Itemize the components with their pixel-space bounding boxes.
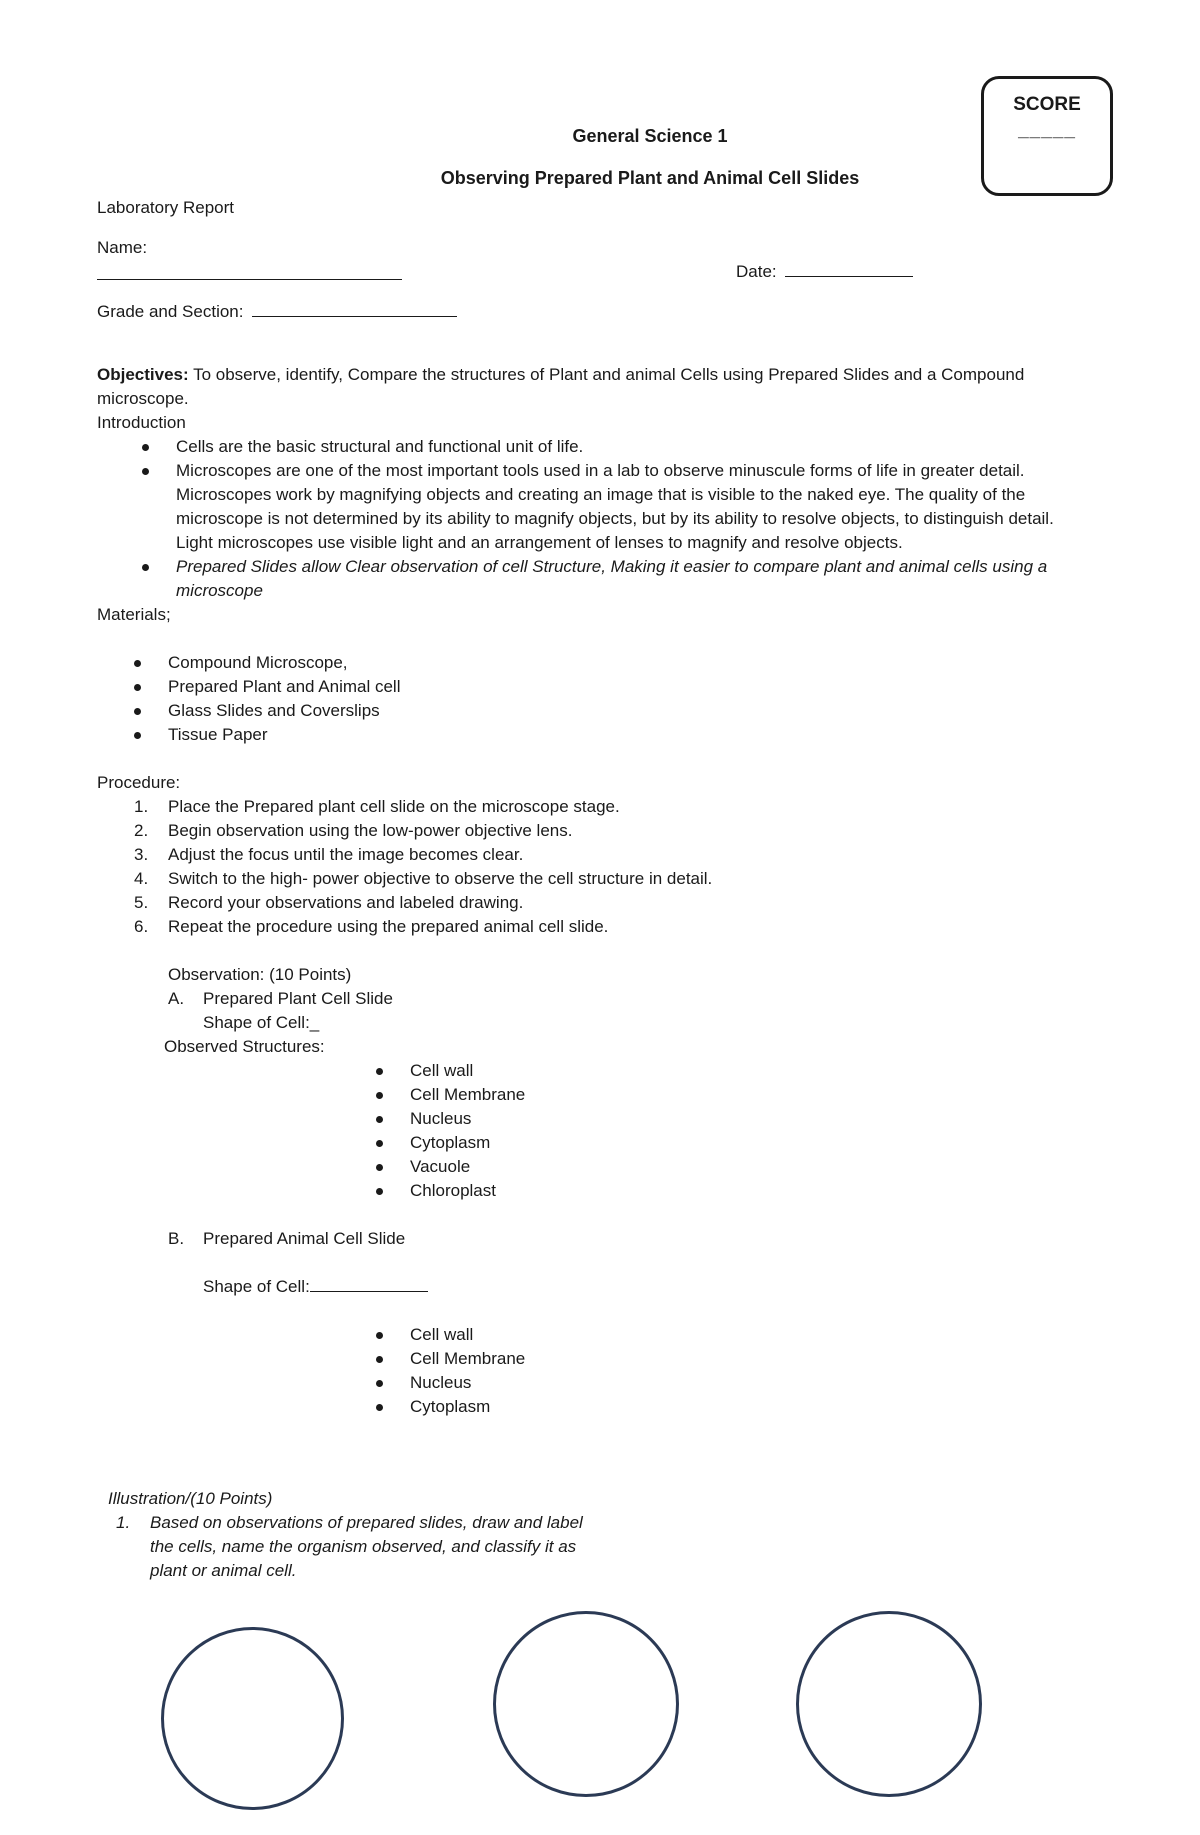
bullet-icon [134, 684, 141, 691]
objectives [97, 363, 1024, 387]
bullet-icon [376, 1188, 383, 1195]
drawing-circle-2[interactable] [493, 1611, 679, 1797]
grade-row [97, 300, 457, 324]
bullet-icon [376, 1092, 383, 1099]
list-item: Cell Membrane [410, 1347, 525, 1371]
list-item: 5. Record your observations and labeled drawing. [134, 893, 524, 912]
introduction-list [176, 435, 1054, 603]
animal-shape-label: Shape of Cell: [203, 1277, 310, 1296]
bullet-icon [134, 660, 141, 667]
plant-structures-list [410, 1059, 525, 1203]
bullet-icon [142, 468, 149, 475]
score-label: SCORE [1013, 94, 1081, 115]
plant-title: Prepared Plant Cell Slide [203, 989, 393, 1008]
bullet-icon [134, 708, 141, 715]
illustration-marker: 1. [116, 1513, 131, 1532]
list-item: Cell Membrane [410, 1083, 525, 1107]
drawing-circle-3[interactable] [796, 1611, 982, 1797]
list-item: Cytoplasm [410, 1395, 525, 1419]
page-title: Observing Prepared Plant and Animal Cell Slides [440, 168, 860, 188]
plant-marker: A. [168, 989, 185, 1008]
list-item: Cell wall [410, 1323, 525, 1347]
list-item: Prepared Slides allow Clear observation of cell Structure, Making it easier to compare plant and animal cells using a microscope [176, 555, 1054, 603]
introduction-heading: Introduction [97, 413, 186, 432]
bullet-icon [134, 732, 141, 739]
objectives-label: Objectives: [97, 365, 189, 384]
animal-title: Prepared Animal Cell Slide [203, 1229, 406, 1248]
plant-shape-label: Shape of Cell:_ [203, 1013, 320, 1032]
animal-shape-field[interactable] [310, 1275, 428, 1292]
bullet-icon [376, 1116, 383, 1123]
bullet-icon [376, 1164, 383, 1171]
list-item: 1. Place the Prepared plant cell slide on the microscope stage. [134, 797, 620, 816]
list-item: Cell wall [410, 1059, 525, 1083]
list-item: Nucleus [410, 1107, 525, 1131]
bullet-icon [376, 1140, 383, 1147]
date-field[interactable] [785, 260, 913, 277]
name-field[interactable] [97, 262, 402, 280]
bullet-icon [142, 564, 149, 571]
list-item: Prepared Plant and Animal cell [168, 675, 400, 699]
list-item: Cells are the basic structural and functional unit of life. [176, 435, 1054, 459]
procedure-heading: Procedure: [97, 773, 181, 792]
objectives-text-cont: microscope. [97, 389, 189, 408]
name-label: Name: [97, 238, 148, 257]
grade-field[interactable] [252, 300, 457, 317]
date-row [736, 260, 913, 284]
plant-structures-label: Observed Structures: [164, 1037, 325, 1056]
bullet-icon [376, 1356, 383, 1363]
list-item: 3. Adjust the focus until the image becomes clear. [134, 845, 524, 864]
observation-heading: Observation: (10 Points) [168, 965, 352, 984]
list-item: Nucleus [410, 1371, 525, 1395]
list-item: Glass Slides and Coverslips [168, 699, 400, 723]
date-label: Date: [736, 262, 777, 281]
procedure-list [134, 795, 713, 939]
list-item: Vacuole [410, 1155, 525, 1179]
animal-structures-list [410, 1323, 525, 1419]
course-title: General Science 1 [572, 126, 728, 146]
list-item: 6. Repeat the procedure using the prepared animal cell slide. [134, 917, 609, 936]
bullet-icon [376, 1404, 383, 1411]
report-type: Laboratory Report [97, 198, 235, 217]
list-item: Tissue Paper [168, 723, 400, 747]
animal-marker: B. [168, 1229, 185, 1248]
drawing-circle-1[interactable] [161, 1627, 344, 1810]
materials-list [168, 651, 400, 747]
grade-label: Grade and Section: [97, 302, 244, 321]
bullet-icon [376, 1332, 383, 1339]
score-blank: _____ [1018, 120, 1076, 141]
materials-heading: Materials; [97, 605, 171, 624]
list-item: Cytoplasm [410, 1131, 525, 1155]
list-item: 2. Begin observation using the low-power objective lens. [134, 821, 573, 840]
animal-shape-row [203, 1275, 428, 1299]
list-item: Chloroplast [410, 1179, 525, 1203]
list-item: Compound Microscope, [168, 651, 400, 675]
illustration-instructions: Based on observations of prepared slides, draw and label the cells, name the organism observed, and classify it as plant or animal cell. [150, 1513, 583, 1580]
bullet-icon [376, 1380, 383, 1387]
list-item: Microscopes are one of the most important tools used in a lab to observe minuscule forms of life in greater detail. Microscopes work by magnifying objects and creating an image that is visible to the naked eye. The quality of the microscope is not determined by its ability to magnify objects, but by its ability to resolve objects, to distinguish detail. Light microscopes use visible light and an arrangement of lenses to magnify and resolve objects. [176, 459, 1054, 555]
objectives-text: To observe, identify, Compare the structures of Plant and animal Cells using Prepared Slides and a Compound [188, 365, 1025, 384]
bullet-icon [376, 1068, 383, 1075]
illustration-heading: Illustration/(10 Points) [108, 1489, 273, 1508]
list-item: 4. Switch to the high- power objective to observe the cell structure in detail. [134, 869, 713, 888]
bullet-icon [142, 444, 149, 451]
